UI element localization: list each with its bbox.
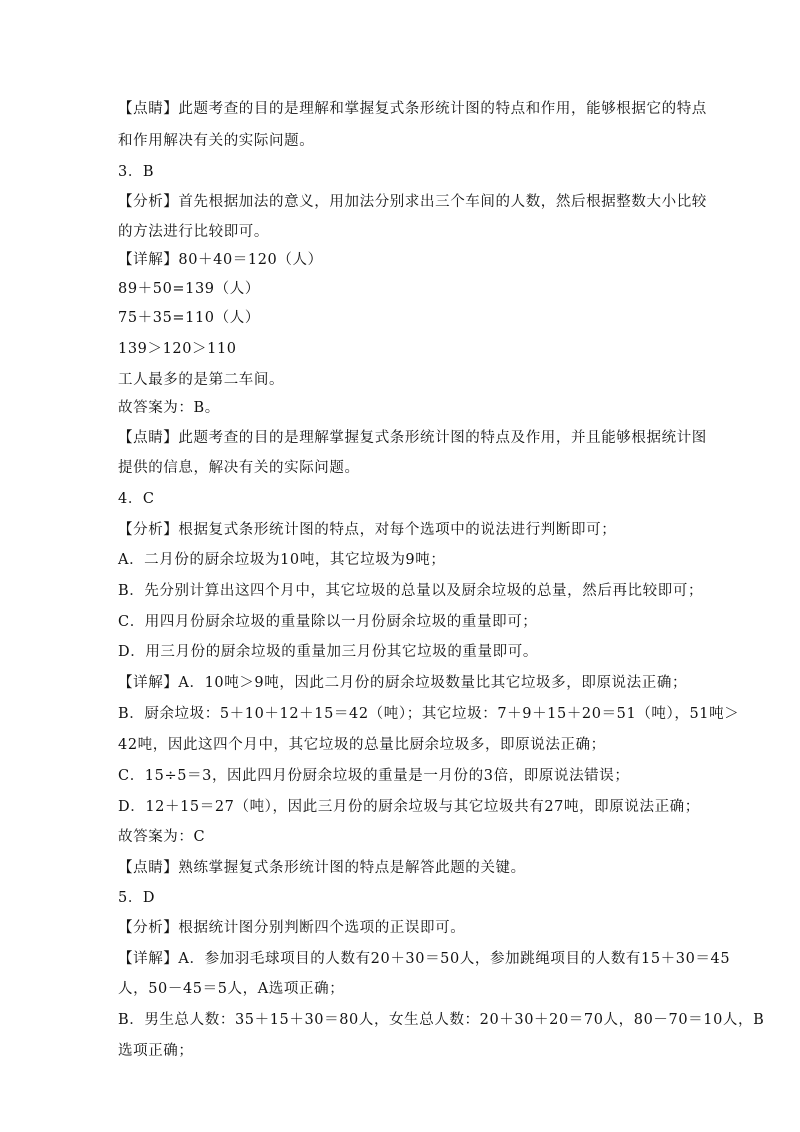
text-line: 提供的信息，解决有关的实际问题。	[118, 460, 360, 476]
text-line: 的方法进行比较即可。	[118, 224, 269, 240]
text-line: 故答案为：B。	[118, 400, 220, 416]
text-line: 75＋35=110（人）	[118, 310, 260, 326]
text-line: B．厨余垃圾：5＋10＋12＋15＝42（吨）；其它垃圾：7＋9＋15＋20＝51（吨），51吨＞	[118, 706, 740, 722]
text-line: 【点睛】此题考查的目的是理解掌握复式条形统计图的特点及作用，并且能够根据统计图	[118, 430, 707, 446]
text-line: B．男生总人数：35＋15＋30＝80人，女生总人数：20＋30＋20＝70人，80－70＝10人，B	[118, 1012, 765, 1028]
text-line: 工人最多的是第二车间。	[118, 372, 285, 388]
text-line: 和作用解决有关的实际问题。	[118, 133, 315, 149]
answer-heading-4: 4．C	[118, 491, 155, 507]
text-line: 【点睛】此题考查的目的是理解和掌握复式条形统计图的特点和作用，能够根据它的特点	[118, 101, 707, 117]
text-line: 【详解】A．10吨＞9吨，因此二月份的厨余垃圾数量比其它垃圾多，即原说法正确；	[118, 675, 688, 691]
text-line: 【详解】A．参加羽毛球项目的人数有20＋30＝50人，参加跳绳项目的人数有15＋30＝45	[118, 951, 731, 967]
text-line: 选项正确；	[118, 1043, 194, 1059]
answer-heading-3: 3．B	[118, 164, 155, 180]
text-line: 42吨，因此这四个月中，其它垃圾的总量比厨余垃圾多，即原说法正确；	[118, 737, 606, 753]
text-line: 故答案为：C	[118, 829, 206, 845]
text-line: C．用四月份厨余垃圾的重量除以一月份厨余垃圾的重量即可；	[118, 614, 538, 630]
text-line: A．二月份的厨余垃圾为10吨，其它垃圾为9吨；	[118, 552, 446, 568]
text-line: 【分析】首先根据加法的意义，用加法分别求出三个车间的人数，然后根据整数大小比较	[118, 194, 707, 210]
text-line: 139＞120＞110	[118, 341, 237, 357]
text-line: C．15÷5＝3，因此四月份厨余垃圾的重量是一月份的3倍，即原说法错误；	[118, 768, 630, 784]
text-line: 【点睛】熟练掌握复式条形统计图的特点是解答此题的关键。	[118, 860, 526, 876]
text-line: 【详解】80＋40＝120（人）	[118, 252, 323, 268]
text-line: B．先分别计算出这四个月中，其它垃圾的总量以及厨余垃圾的总量，然后再比较即可；	[118, 583, 704, 599]
text-line: 【分析】根据复式条形统计图的特点，对每个选项中的说法进行判断即可；	[118, 522, 617, 538]
text-line: D．12＋15＝27（吨），因此三月份的厨余垃圾与其它垃圾共有27吨，即原说法正确；	[118, 799, 700, 815]
text-line: D．用三月份的厨余垃圾的重量加三月份其它垃圾的重量即可。	[118, 644, 538, 660]
answer-heading-5: 5．D	[118, 890, 156, 906]
text-line: 人，50－45＝5人，A选项正确；	[118, 981, 345, 997]
text-line: 【分析】根据统计图分别判断四个选项的正误即可。	[118, 920, 466, 936]
text-line: 89＋50=139（人）	[118, 281, 260, 297]
